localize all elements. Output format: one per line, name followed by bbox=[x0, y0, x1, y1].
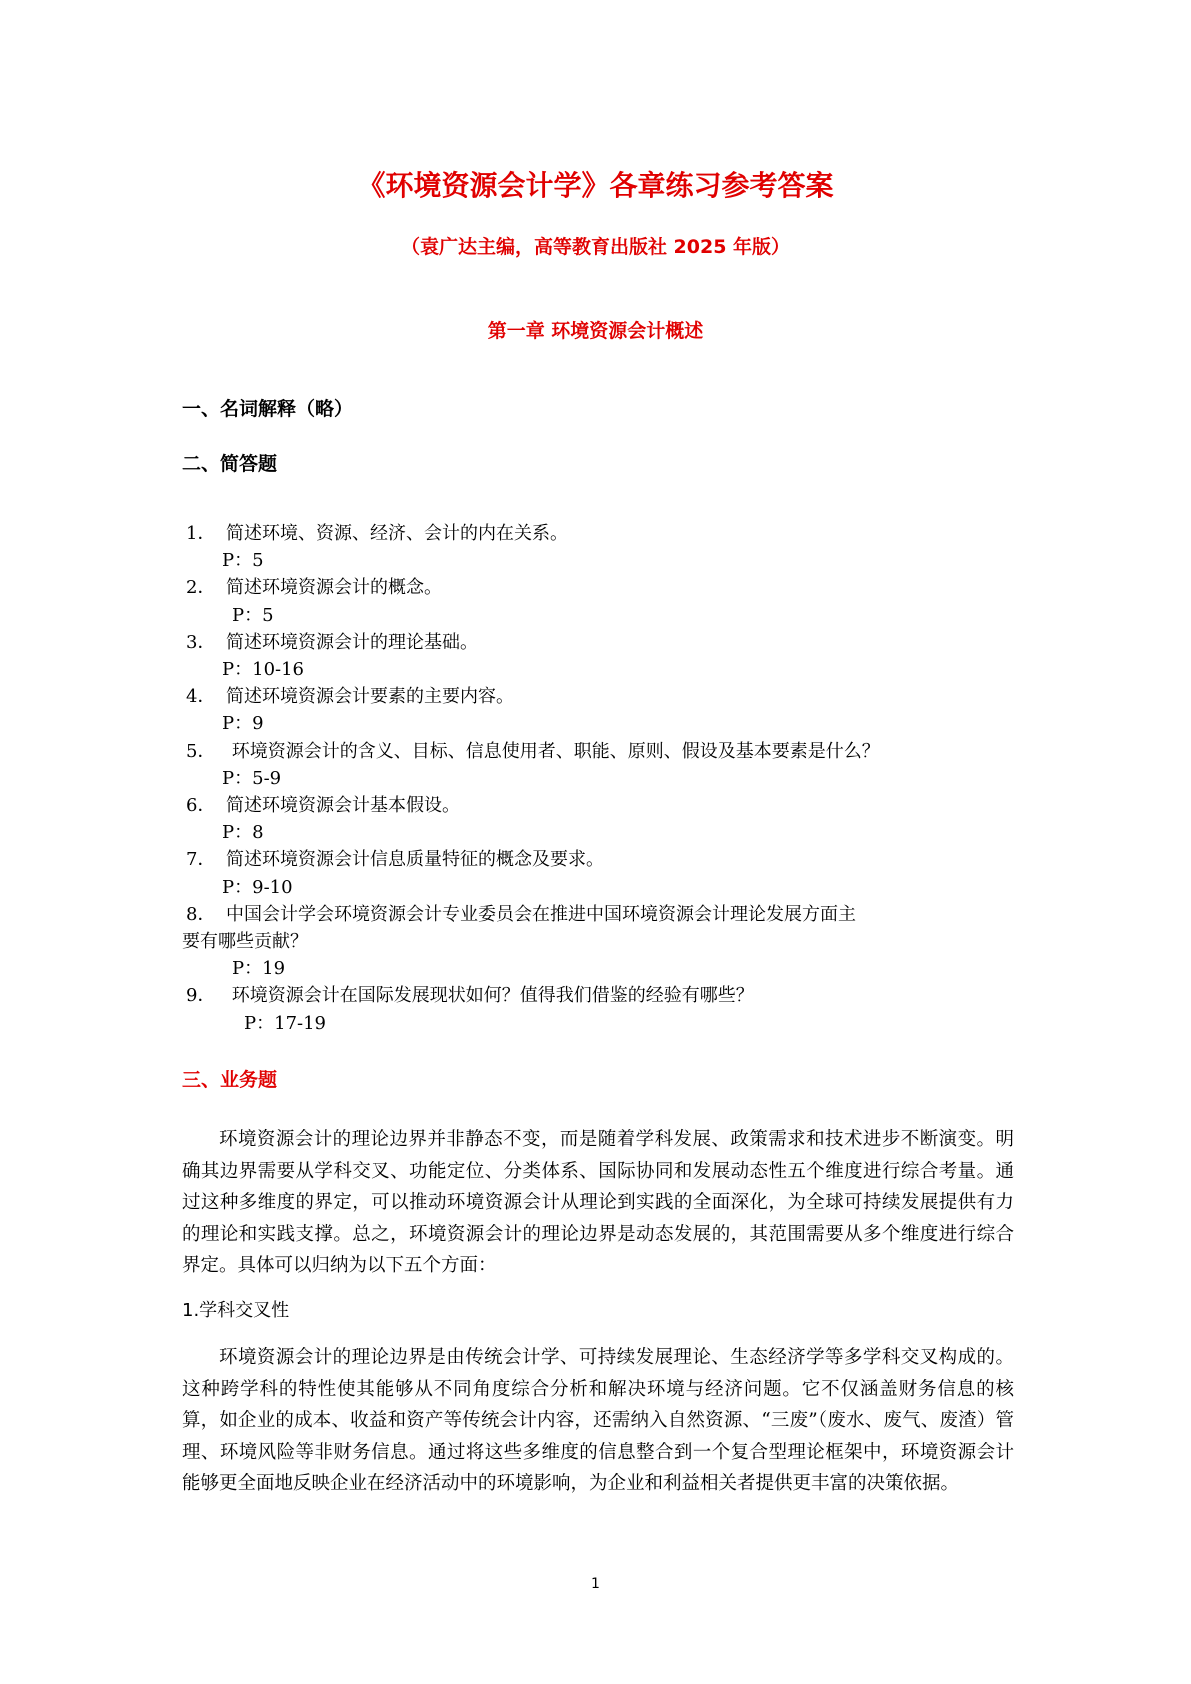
list-item bbox=[182, 846, 1032, 900]
question-line bbox=[182, 738, 1032, 765]
subsection-heading-interdisciplinary: 1.学科交叉性 bbox=[182, 1300, 290, 1321]
question-text: 简述环境、资源、经济、会计的内在关系。 bbox=[226, 523, 568, 544]
question-text: 环境资源会计的含义、目标、信息使用者、职能、原则、假设及基本要素是什么？ bbox=[226, 740, 880, 762]
question-number: 3． bbox=[186, 631, 216, 653]
list-item bbox=[182, 629, 1032, 683]
question-line bbox=[182, 574, 1032, 601]
answer-page-ref: P：10-16 bbox=[222, 659, 305, 681]
answer-page-ref: P：5 bbox=[232, 604, 274, 626]
answer-page-ref: P：17-19 bbox=[244, 1012, 327, 1034]
question-number: 7． bbox=[186, 849, 216, 871]
question-number: 2． bbox=[186, 577, 216, 599]
answer-page-ref: P：8 bbox=[222, 822, 264, 844]
section-heading-business: 三、业务题 bbox=[182, 1069, 278, 1091]
list-item bbox=[182, 683, 1032, 737]
question-text: 简述环境资源会计的概念。 bbox=[226, 577, 442, 599]
question-text: 简述环境资源会计的理论基础。 bbox=[226, 631, 478, 653]
question-line bbox=[182, 683, 1032, 710]
list-item bbox=[182, 982, 1032, 1036]
chapter-heading: 第一章 环境资源会计概述 bbox=[487, 320, 704, 342]
question-text: 简述环境资源会计基本假设。 bbox=[226, 795, 460, 817]
question-text: 简述环境资源会计信息质量特征的概念及要求。 bbox=[226, 849, 604, 871]
question-line bbox=[182, 982, 1032, 1009]
question-number: 6． bbox=[186, 795, 216, 817]
question-text: 简述环境资源会计要素的主要内容。 bbox=[226, 686, 514, 708]
question-line bbox=[182, 629, 1032, 656]
question-line bbox=[182, 901, 1032, 928]
question-number: 9． bbox=[186, 985, 216, 1007]
question-number: 5． bbox=[186, 740, 216, 762]
question-line bbox=[182, 520, 1032, 547]
section-heading-terms: 一、名词解释（略） bbox=[182, 398, 354, 420]
answer-page-ref: P：5 bbox=[222, 550, 264, 572]
business-paragraph-interdisciplinary: 环境资源会计的理论边界是由传统会计学、可持续发展理论、生态经济学等多学科交叉构成的。这种跨学科的特性使其能够从不同角度综合分析和解决环境与经济问题。它不仅涵盖财务信息的核算，如企业的成本、收益和资产等传统会计内容，还需纳入自然资源、“三废”（废水、废气、废渣）管理、环境风险等非财务信息。通过将这些多维度的信息整合到一个复合型理论框架中，环境资源会计能够更全面地反映企业在经济活动中的环境影响，为企业和利益相关者提供更丰富的决策依据。 bbox=[182, 1347, 1014, 1494]
list-item bbox=[182, 574, 1032, 628]
answer-page-ref: P：5-9 bbox=[222, 767, 282, 789]
document-title: 《环境资源会计学》各章练习参考答案 bbox=[357, 169, 834, 202]
question-number: 4． bbox=[186, 686, 216, 708]
question-line bbox=[182, 792, 1032, 819]
list-item bbox=[182, 520, 1032, 574]
list-item bbox=[182, 901, 1032, 983]
question-list bbox=[182, 520, 1032, 1037]
section-heading-short-answer: 二、简答题 bbox=[182, 453, 278, 475]
question-number: 8． bbox=[186, 903, 216, 925]
list-item bbox=[182, 738, 1032, 792]
answer-page-ref: P：9 bbox=[222, 713, 264, 735]
question-text: 环境资源会计在国际发展现状如何？值得我们借鉴的经验有哪些？ bbox=[226, 985, 754, 1007]
page-number: 1 bbox=[591, 1576, 600, 1592]
document-subtitle: （袁广达主编，高等教育出版社 2025 年版） bbox=[400, 236, 791, 258]
question-text-continued: 要有哪些贡献？ bbox=[182, 931, 308, 953]
answer-page-ref: P：19 bbox=[232, 958, 286, 980]
question-number: 1． bbox=[186, 523, 216, 544]
list-item bbox=[182, 792, 1032, 846]
answer-page-ref: P：9-10 bbox=[222, 876, 293, 898]
question-text: 中国会计学会环境资源会计专业委员会在推进中国环境资源会计理论发展方面主 bbox=[226, 903, 856, 925]
question-line bbox=[182, 846, 1032, 873]
business-paragraph-intro: 环境资源会计的理论边界并非静态不变，而是随着学科发展、政策需求和技术进步不断演变。明确其边界需要从学科交叉、功能定位、分类体系、国际协同和发展动态性五个维度进行综合考量。通过这种多维度的界定，可以推动环境资源会计从理论到实践的全面深化，为全球可持续发展提供有力的理论和实践支撑。总之，环境资源会计的理论边界是动态发展的，其范围需要从多个维度进行综合界定。具体可以归纳为以下五个方面： bbox=[182, 1129, 1014, 1276]
